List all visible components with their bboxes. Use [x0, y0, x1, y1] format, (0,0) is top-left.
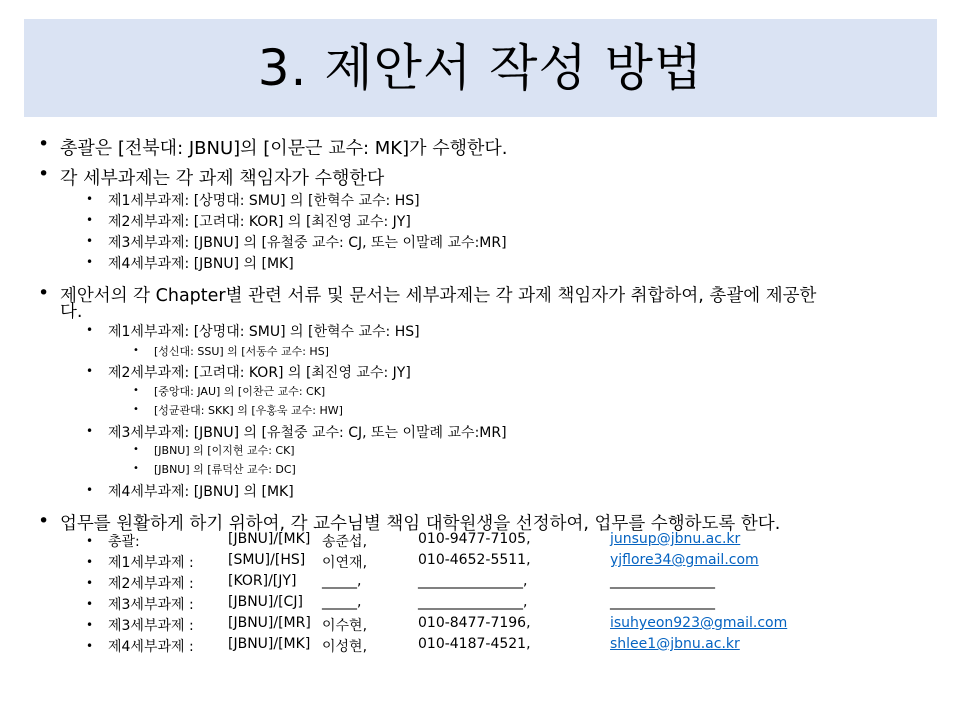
contact-org: [KOR]/[JY]	[228, 573, 297, 589]
sub-bullet-text: 제1세부과제: [상명대: SMU] 의 [한혁수 교수: HS]	[108, 193, 420, 209]
contact-org: [JBNU]/[MK]	[228, 531, 311, 547]
contact-email-link[interactable]: isuhyeon923@gmail.com	[610, 615, 788, 631]
contact-name: 이연재,	[322, 555, 368, 571]
contact-org: [JBNU]/[MK]	[228, 636, 311, 652]
sub-bullet-text: 제1세부과제: [상명대: SMU] 의 [한혁수 교수: HS]	[108, 324, 420, 340]
sub-sub-bullet: •	[133, 463, 139, 474]
contact-org: [SMU]/[HS]	[228, 552, 306, 568]
bullet: •	[38, 282, 50, 304]
bullet: •	[38, 133, 50, 155]
contact-phone: 010-8477-7196,	[418, 615, 531, 631]
contact-name: _____,	[322, 594, 362, 610]
bullet-text: 총괄은 [전북대: JBNU]의 [이문근 교수: MK]가 수행한다.	[60, 138, 508, 159]
contact-role: 제2세부과제 :	[108, 576, 194, 592]
contact-role: 제3세부과제 :	[108, 618, 194, 634]
sub-bullet: •	[86, 534, 94, 548]
contact-email: _______________	[610, 594, 715, 610]
bullet-text: 각 세부과제는 각 과제 책임자가 수행한다	[60, 168, 385, 189]
contact-name: 이수현,	[322, 618, 368, 634]
contact-email-link[interactable]: yjflore34@gmail.com	[610, 552, 759, 568]
bullet: •	[38, 510, 50, 532]
sub-bullet: •	[86, 234, 94, 248]
sub-sub-bullet: •	[133, 385, 139, 396]
sub-bullet: •	[86, 576, 94, 590]
sub-bullet-text: 제2세부과제: [고려대: KOR] 의 [최진영 교수: JY]	[108, 214, 411, 230]
sub-bullet: •	[86, 639, 94, 653]
sub-sub-bullet: •	[133, 345, 139, 356]
sub-bullet: •	[86, 213, 94, 227]
contact-role: 제4세부과제 :	[108, 639, 194, 655]
sub-bullet: •	[86, 192, 94, 206]
contact-role: 제1세부과제 :	[108, 555, 194, 571]
sub-bullet-text: 제2세부과제: [고려대: KOR] 의 [최진영 교수: JY]	[108, 365, 411, 381]
sub-bullet: •	[86, 323, 94, 337]
sub-sub-bullet-text: [중앙대: JAU] 의 [이찬근 교수: CK]	[154, 385, 326, 398]
sub-bullet-text: 제4세부과제: [JBNU] 의 [MK]	[108, 484, 294, 500]
contact-phone: 010-4652-5511,	[418, 552, 531, 568]
contact-org: [JBNU]/[CJ]	[228, 594, 303, 610]
bullet: •	[38, 163, 50, 185]
sub-sub-bullet-text: [JBNU] 의 [이지현 교수: CK]	[154, 444, 295, 457]
sub-bullet: •	[86, 618, 94, 632]
contact-role: 제3세부과제 :	[108, 597, 194, 613]
sub-bullet-text: 제4세부과제: [JBNU] 의 [MK]	[108, 256, 294, 272]
contact-email: _______________	[610, 573, 715, 589]
sub-bullet: •	[86, 555, 94, 569]
contact-phone: _______________,	[418, 573, 528, 589]
contact-phone: 010-4187-4521,	[418, 636, 531, 652]
sub-bullet: •	[86, 597, 94, 611]
sub-bullet: •	[86, 364, 94, 378]
contact-phone: 010-9477-7105,	[418, 531, 531, 547]
sub-bullet: •	[86, 255, 94, 269]
contact-phone: _______________,	[418, 594, 528, 610]
sub-bullet: •	[86, 424, 94, 438]
sub-bullet-text: 제3세부과제: [JBNU] 의 [유철중 교수: CJ, 또는 이말례 교수:MR]	[108, 235, 507, 251]
contact-name: 이성현,	[322, 639, 368, 655]
sub-sub-bullet-text: [JBNU] 의 [류덕산 교수: DC]	[154, 463, 296, 476]
sub-bullet: •	[86, 483, 94, 497]
slide-title: 3. 제안서 작성 방법	[257, 39, 704, 97]
contact-name: 송준섭,	[322, 534, 368, 550]
sub-sub-bullet-text: [성균관대: SKK] 의 [우홍욱 교수: HW]	[154, 404, 343, 417]
bullet-text: 제안서의 각 Chapter별 관련 서류 및 문서는 세부과제는 각 과제 책임자가 취합하여, 총괄에 제공한	[60, 286, 817, 306]
sub-bullet-text: 제3세부과제: [JBNU] 의 [유철중 교수: CJ, 또는 이말례 교수:MR]	[108, 425, 507, 441]
contact-role: 총괄:	[108, 534, 140, 550]
sub-sub-bullet-text: [성신대: SSU] 의 [서동수 교수: HS]	[154, 345, 329, 358]
contact-org: [JBNU]/[MR]	[228, 615, 311, 631]
bullet-text: 업무를 원활하게 하기 위하여, 각 교수님별 책임 대학원생을 선정하여, 업무를 수행하도록 한다.	[60, 514, 781, 534]
bullet-text-cont: 다.	[60, 302, 83, 322]
contact-email-link[interactable]: junsup@jbnu.ac.kr	[610, 531, 741, 547]
sub-sub-bullet: •	[133, 404, 139, 415]
contact-email-link[interactable]: shlee1@jbnu.ac.kr	[610, 636, 740, 652]
contact-name: _____,	[322, 573, 362, 589]
sub-sub-bullet: •	[133, 444, 139, 455]
